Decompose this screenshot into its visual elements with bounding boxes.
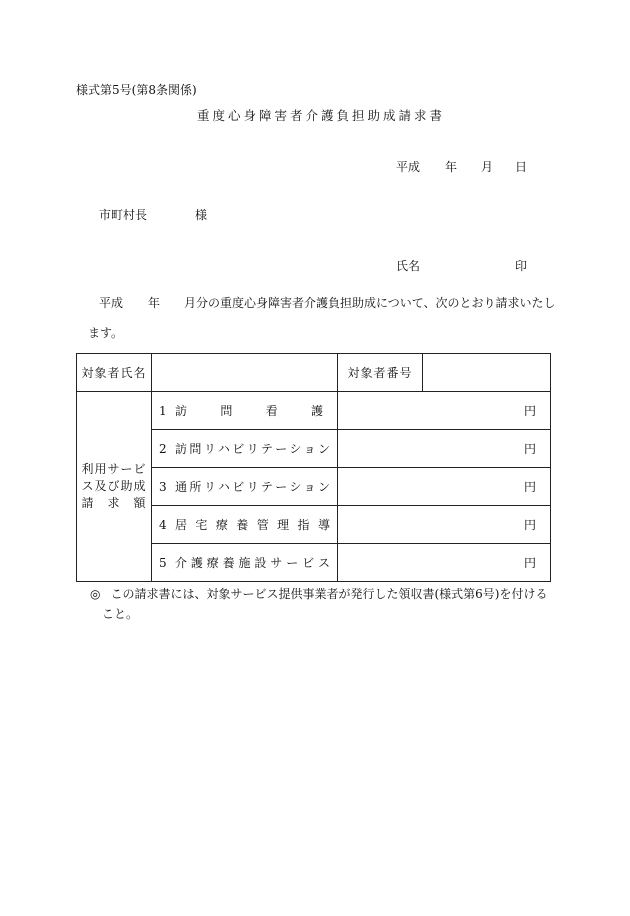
service-row	[77, 392, 551, 430]
subject-name-field[interactable]	[152, 354, 338, 392]
service-name: 通所リハビリテーション	[175, 480, 330, 494]
service-name: 訪問リハビリテーション	[175, 442, 330, 456]
group-label-line: 利用サービ	[81, 462, 147, 476]
service-group-label	[77, 392, 152, 582]
body-era: 平成	[99, 296, 124, 310]
yen-unit: 円	[523, 518, 536, 532]
date-month: 月	[481, 160, 494, 174]
note-mark: ◎	[90, 587, 101, 601]
applicant-name-label: 氏名	[396, 259, 421, 273]
addressee-name: 市町村長	[99, 208, 148, 222]
service-amount-field[interactable]	[338, 506, 551, 544]
yen-unit: 円	[523, 404, 536, 418]
note-line	[90, 588, 548, 600]
body-continuation: ます。	[88, 326, 124, 340]
service-name: 介護療養施設サービス	[175, 556, 330, 570]
body-text: 月分の重度心身障害者介護負担助成について、次のとおり請求いたし	[184, 296, 556, 310]
form-number: 様式第5号(第8条関係)	[76, 83, 197, 97]
yen-unit: 円	[523, 480, 536, 494]
group-label-line: 請 求 額	[81, 496, 147, 510]
note-text: この請求書には、対象サービス提供事業者が発行した領収書(様式第6号)を付ける	[110, 587, 548, 601]
service-number: 3	[159, 480, 167, 494]
service-amount-field[interactable]	[338, 430, 551, 468]
date-day: 日	[515, 160, 528, 174]
document-title: 重度心身障害者介護負担助成請求書	[196, 108, 445, 123]
service-name: 居宅療養管理指導	[175, 518, 330, 532]
yen-unit: 円	[523, 442, 536, 456]
subject-name-label: 対象者氏名	[77, 354, 152, 392]
service-amount-field[interactable]	[338, 544, 551, 582]
note-continuation: こと。	[102, 607, 139, 621]
service-amount-field[interactable]	[338, 392, 551, 430]
date-year: 年	[445, 160, 458, 174]
service-number: 1	[159, 404, 167, 418]
service-name-cell	[152, 392, 338, 430]
subject-number-field[interactable]	[423, 354, 551, 392]
service-name-cell	[152, 468, 338, 506]
service-name-cell	[152, 430, 338, 468]
group-label-line: ス及び助成	[81, 479, 147, 493]
applicant-seal-label: 印	[515, 259, 528, 273]
service-name: 訪問看護	[175, 404, 323, 418]
addressee-honorific: 様	[195, 208, 208, 222]
date-era: 平成	[396, 160, 421, 174]
subject-row	[77, 354, 551, 392]
service-number: 5	[159, 556, 167, 570]
service-number: 2	[159, 442, 167, 456]
body-year: 年	[148, 296, 161, 310]
service-name-cell	[152, 544, 338, 582]
claim-table	[76, 353, 551, 582]
subject-number-label: 対象者番号	[338, 354, 423, 392]
service-amount-field[interactable]	[338, 468, 551, 506]
service-name-cell	[152, 506, 338, 544]
yen-unit: 円	[523, 556, 536, 570]
service-number: 4	[159, 518, 167, 532]
